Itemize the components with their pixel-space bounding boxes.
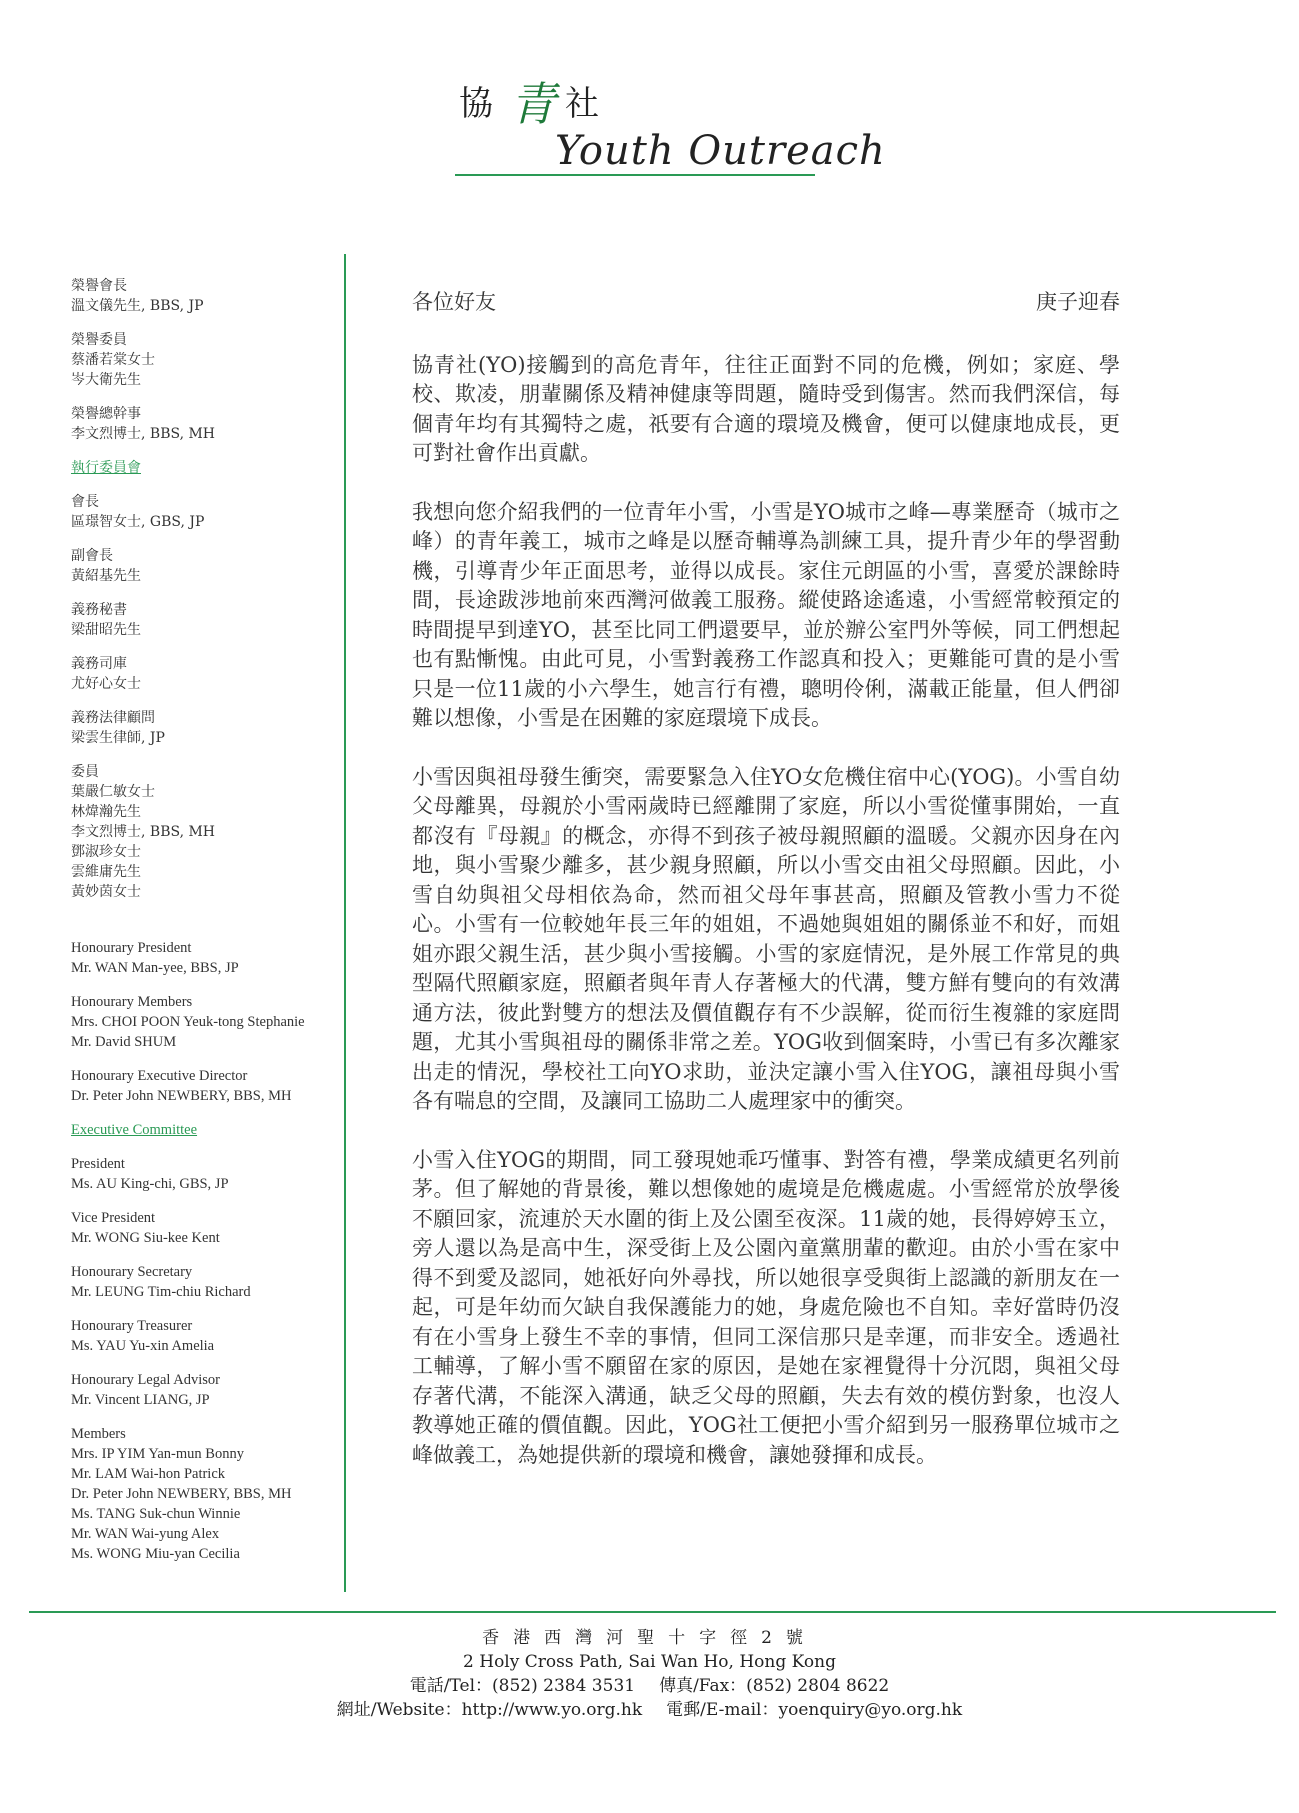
- committee-member-name: 黃妙茵女士: [71, 884, 141, 900]
- committee-group: [71, 708, 341, 748]
- letter-header-row: [412, 288, 1120, 318]
- committee-group: [71, 1316, 351, 1356]
- footer-tel: 電話/Tel：(852) 2384 3531: [409, 1676, 636, 1696]
- committee-group: [71, 404, 341, 444]
- committee-heading: 執行委員會: [71, 460, 141, 476]
- committee-group: [71, 1262, 351, 1302]
- committee-group: [71, 276, 341, 316]
- committee-member-name: Mr. WAN Man-yee, BBS, JP: [71, 960, 239, 976]
- committee-member-name: Mr. LAM Wai-hon Patrick: [71, 1466, 226, 1482]
- committee-role: Honourary Legal Advisor: [71, 1372, 220, 1388]
- letterhead-footer: [0, 1626, 1299, 1722]
- letter-paragraph: 我想向您介紹我們的一位青年小雪，小雪是YO城市之峰—專業歷奇（城市之峰）的青年義工，城市之峰是以歷奇輔導為訓練工具，提升青少年的學習動機，引導青少年正面思考，並得以成長。家住元朗區的小雪，喜愛於課餘時間，長途跋涉地前來西灣河做義工服務。縱使路途遙遠，小雪經常較預定的時間提早到達YO，甚至比同工們還要早，並於辦公室門外等候，同工們想起也有點慚愧。由此可見，小雪對義務工作認真和投入；更難能可貴的是小雪只是一位11歲的小六學生，她言行有禮，聰明伶俐，滿載正能量，但人們卻難以想像，小雪是在困難的家庭環境下成長。: [412, 499, 1120, 730]
- committee-role: Honourary Treasurer: [71, 1318, 193, 1334]
- committee-group: [71, 938, 351, 978]
- footer-fax: 傳真/Fax：(852) 2804 8622: [659, 1676, 890, 1696]
- committee-member-name: 尤好心女士: [71, 676, 141, 692]
- committee-member-name: Mr. LEUNG Tim-chiu Richard: [71, 1284, 251, 1300]
- footer-phone-row: [0, 1674, 1299, 1698]
- committee-role: 義務秘書: [71, 602, 127, 618]
- committee-role: Honourary Executive Director: [71, 1068, 248, 1084]
- committee-role: 委員: [71, 764, 99, 780]
- letter-paragraph: 協青社(YO)接觸到的高危青年，往往正面對不同的危機，例如；家庭、學校、欺凌，朋輩關係及精神健康等問題，隨時受到傷害。然而我們深信，每個青年均有其獨特之處，祇要有合適的環境及機會，便可以健康地成長，更可對社會作出貢獻。: [412, 352, 1120, 465]
- letter-paragraph: 小雪因與祖母發生衝突，需要緊急入住YO女危機住宿中心(YOG)。小雪自幼父母離異，母親於小雪兩歲時已經離開了家庭，所以小雪從懂事開始，一直都沒有『母親』的概念，亦得不到孩子被母親照顧的溫暖。父親亦因身在內地，與小雪聚少離多，甚少親身照顧，所以小雪交由祖父母照顧。因此，小雪自幼與祖父母相依為命，然而祖父母年事甚高，照顧及管教小雪力不從心。小雪有一位較她年長三年的姐姐，不過她與姐姐的關係並不和好，而姐姐亦跟父親生活，甚少與小雪接觸。小雪的家庭情況，是外展工作常見的典型隔代照顧家庭，照顧者與年青人存著極大的代溝，雙方鮮有雙向的有效溝通方法，彼此對雙方的想法及價值觀存有不少誤解，從而衍生複雜的家庭問題，尤其小雪與祖母的關係非常之差。YOG收到個案時，小雪已有多次離家出走的情況，學校社工向YO求助，並決定讓小雪入住YOG，讓祖母與小雪各有喘息的空間，及讓同工協助二人處理家中的衝突。: [412, 764, 1120, 1113]
- committee-member-name: Ms. WONG Miu-yan Cecilia: [71, 1546, 240, 1562]
- footer-website[interactable]: 網址/Website：http://www.yo.org.hk: [336, 1700, 643, 1720]
- committee-role: 榮譽委員: [71, 332, 127, 348]
- committee-group: [71, 1066, 351, 1106]
- committee-group: [71, 762, 341, 902]
- committee-role: 義務司庫: [71, 656, 127, 672]
- committee-member-name: 鄧淑珍女士: [71, 844, 141, 860]
- committee-member-name: Mrs. CHOI POON Yeuk-tong Stephanie: [71, 1014, 305, 1030]
- committee-role: 義務法律顧問: [71, 710, 155, 726]
- committee-member-name: 岑大衛先生: [71, 372, 141, 388]
- committee-role: 副會長: [71, 548, 113, 564]
- letter-greeting: 各位好友: [412, 290, 496, 314]
- footer-address-english: 2 Holy Cross Path, Sai Wan Ho, Hong Kong: [463, 1652, 836, 1672]
- committee-member-name: 葉嚴仁敏女士: [71, 784, 155, 800]
- committee-role: Honourary Members: [71, 994, 193, 1010]
- committee-member-name: 黃紹基先生: [71, 568, 141, 584]
- committee-role: Members: [71, 1426, 126, 1442]
- sidebar-committee-chinese: [71, 276, 341, 916]
- committee-member-name: 梁甜昭先生: [71, 622, 141, 638]
- committee-member-name: Ms. TANG Suk-chun Winnie: [71, 1506, 241, 1522]
- committee-member-name: Mr. WONG Siu-kee Kent: [71, 1230, 220, 1246]
- committee-role: 榮譽總幹事: [71, 406, 141, 422]
- committee-member-name: 溫文儀先生, BBS, JP: [71, 298, 204, 314]
- committee-group: [71, 600, 341, 640]
- footer-divider: [29, 1611, 1276, 1613]
- committee-member-name: 林煒瀚先生: [71, 804, 141, 820]
- committee-group: [71, 1424, 351, 1564]
- committee-member-name: Mrs. IP YIM Yan-mun Bonny: [71, 1446, 244, 1462]
- committee-member-name: Mr. Vincent LIANG, JP: [71, 1392, 210, 1408]
- committee-member-name: Dr. Peter John NEWBERY, BBS, MH: [71, 1088, 292, 1104]
- committee-group: [71, 1154, 351, 1194]
- letter-body: [412, 288, 1120, 1499]
- committee-role: Honourary Secretary: [71, 1264, 193, 1280]
- committee-group: [71, 546, 341, 586]
- letter-season: 庚子迎春: [1036, 290, 1120, 314]
- committee-role: 榮譽會長: [71, 278, 127, 294]
- logo-underline: [455, 174, 815, 176]
- committee-member-name: 梁雲生律師, JP: [71, 730, 165, 746]
- committee-role: President: [71, 1156, 125, 1172]
- logo-char-mid: 青: [510, 77, 556, 131]
- committee-member-name: 蔡潘若棠女士: [71, 352, 155, 368]
- committee-member-name: 雲維庸先生: [71, 864, 141, 880]
- committee-group: [71, 1208, 351, 1248]
- committee-role: Honourary President: [71, 940, 192, 956]
- committee-group: [71, 1370, 351, 1410]
- committee-group: [71, 492, 341, 532]
- organization-logo: [455, 66, 886, 186]
- sidebar-committee-english: [71, 938, 351, 1578]
- committee-member-name: Mr. David SHUM: [71, 1034, 177, 1050]
- committee-role: 會長: [71, 494, 99, 510]
- footer-address-chinese: 香港西灣河聖十字徑2號: [482, 1628, 817, 1648]
- committee-role: Vice President: [71, 1210, 156, 1226]
- committee-member-name: Ms. YAU Yu-xin Amelia: [71, 1338, 215, 1354]
- footer-web-row: [0, 1698, 1299, 1722]
- sidebar-divider: [344, 254, 346, 1592]
- letter-paragraph: 小雪入住YOG的期間，同工發現她乖巧懂事、對答有禮，學業成績更名列前茅。但了解她的背景後，難以想像她的處境是危機處處。小雪經常於放學後不願回家，流連於天水圍的街上及公園至夜深。11歲的她，長得婷婷玉立，旁人還以為是高中生，深受街上及公園內童黨朋輩的歡迎。由於小雪在家中得不到愛及認同，她祇好向外尋找，所以她很享受與街上認識的新朋友在一起，可是年幼而欠缺自我保護能力的她，身處危險也不自知。幸好當時仍沒有在小雪身上發生不幸的事情，但同工深信那只是幸運，而非安全。透過社工輔導，了解小雪不願留在家的原因，是她在家裡覺得十分沉悶，與祖父母存著代溝，不能深入溝通，缺乏父母的照顧，失去有效的模仿對象，也沒人教導她正確的價值觀。因此，YOG社工便把小雪介紹到另一服務單位城市之峰做義工，為她提供新的環境和機會，讓她發揮和成長。: [412, 1147, 1120, 1467]
- committee-group: [71, 654, 341, 694]
- committee-member-name: 李文烈博士, BBS, MH: [71, 426, 216, 442]
- committee-member-name: Mr. WAN Wai-yung Alex: [71, 1526, 220, 1542]
- committee-member-name: Ms. AU King-chi, GBS, JP: [71, 1176, 229, 1192]
- logo-char-left: 協: [459, 84, 499, 124]
- committee-member-name: 區璟智女士, GBS, JP: [71, 514, 205, 530]
- committee-group: [71, 330, 341, 390]
- logo-english-name: Youth Outreach: [555, 128, 886, 174]
- committee-heading: Executive Committee: [71, 1122, 198, 1138]
- logo-char-right: 社: [565, 84, 605, 124]
- committee-group: [71, 992, 351, 1052]
- footer-email[interactable]: 電郵/E-mail：yoenquiry@yo.org.hk: [666, 1700, 963, 1720]
- committee-member-name: Dr. Peter John NEWBERY, BBS, MH: [71, 1486, 292, 1502]
- committee-member-name: 李文烈博士, BBS, MH: [71, 824, 216, 840]
